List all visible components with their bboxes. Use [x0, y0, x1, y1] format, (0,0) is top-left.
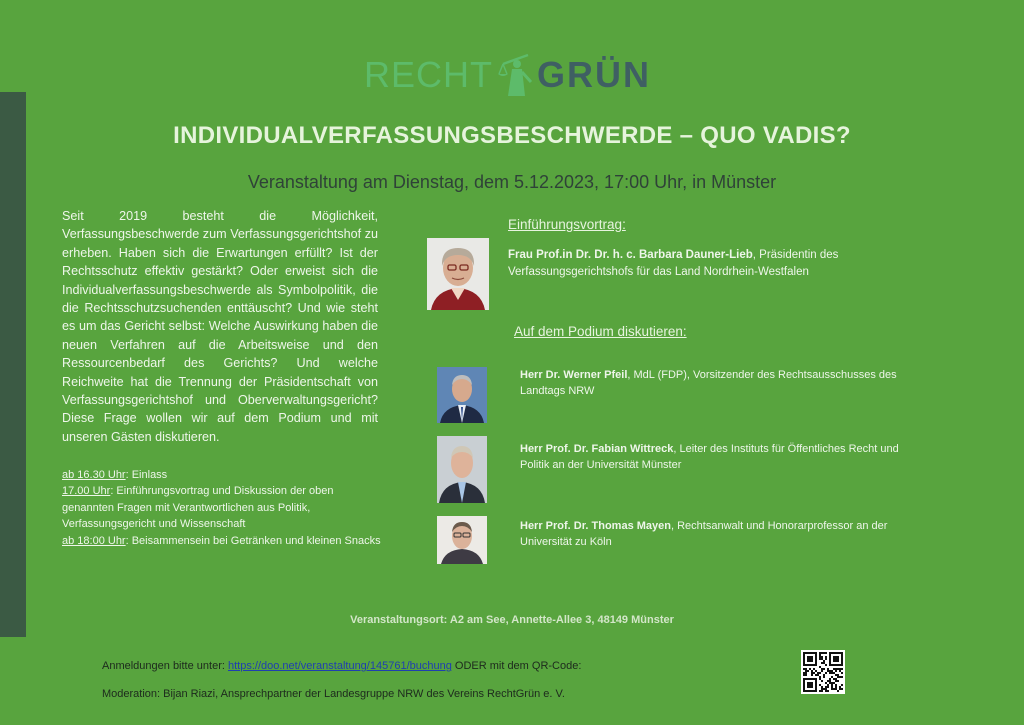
schedule-text: : Einführungsvortrag und Diskussion der oben genannten Fragen mit Verantwortlichen aus Politik, Verfassungsgericht und Wissenschaft	[62, 485, 334, 531]
registration-prefix: Anmeldungen bitte unter:	[102, 660, 228, 672]
schedule-time: ab 18:00 Uhr	[62, 534, 126, 547]
intro-talk-heading: Einführungsvortrag:	[508, 217, 626, 232]
intro-speaker	[508, 247, 918, 281]
speaker-name: Frau Prof.in Dr. Dr. h. c. Barbara Dauner-Lieb	[508, 249, 753, 261]
podium-speaker-mayen	[520, 519, 920, 550]
speaker-role: , Rechtsanwalt und Honorarprofessor an der Universität zu Köln	[520, 520, 888, 548]
speaker-role: , Leiter des Instituts für Öffentliches Recht und Politik an der Universität Münster	[520, 443, 899, 471]
portrait-dauner-lieb	[427, 238, 489, 310]
schedule-time: 17.00 Uhr	[62, 485, 111, 498]
venue-line: Veranstaltungsort: A2 am See, Annette-Allee 3, 48149 Münster	[350, 614, 674, 626]
event-title: INDIVIDUALVERFASSUNGSBESCHWERDE – QUO VADIS?	[173, 122, 851, 149]
podium-speaker-wittreck	[520, 442, 925, 473]
logo-word-recht: RECHT	[364, 54, 493, 95]
schedule-item-admission	[62, 467, 382, 483]
portrait-mayen	[437, 516, 487, 564]
speaker-role: , Präsidentin des Verfassungsgerichtshofs für das Land Nordrhein-Westfalen	[508, 249, 839, 278]
portrait-pfeil	[437, 367, 487, 423]
schedule-item-talk	[62, 483, 382, 532]
speaker-role: , MdL (FDP), Vorsitzender des Rechtsausschusses des Landtags NRW	[520, 369, 897, 397]
speaker-name: Herr Prof. Dr. Fabian Wittreck	[520, 443, 674, 455]
podium-speaker-pfeil	[520, 368, 930, 399]
speaker-name: Herr Prof. Dr. Thomas Mayen	[520, 520, 671, 532]
schedule-text: : Beisammensein bei Getränken und kleinen Snacks	[125, 534, 381, 547]
schedule-text: : Einlass	[125, 469, 168, 481]
event-subtitle: Veranstaltung am Dienstag, dem 5.12.2023, 17:00 Uhr, in Münster	[247, 172, 777, 192]
rechtgruen-logo	[364, 52, 651, 98]
registration-line	[102, 660, 581, 672]
qr-code-icon[interactable]	[801, 650, 845, 694]
registration-link[interactable]: https://doo.net/veranstaltung/145761/buchung	[227, 660, 452, 672]
podium-heading: Auf dem Podium diskutieren:	[514, 324, 687, 339]
logo-word-gruen: GRÜN	[537, 54, 651, 95]
registration-suffix: ODER mit dem QR-Code:	[451, 660, 582, 672]
moderation-line: Moderation: Bijan Riazi, Ansprechpartner der Landesgruppe NRW des Vereins RechtGrün e. V.	[102, 688, 565, 700]
schedule-time: ab 16.30 Uhr	[62, 469, 126, 481]
schedule	[62, 467, 382, 549]
schedule-item-reception	[62, 533, 382, 549]
speaker-name: Herr Dr. Werner Pfeil	[520, 369, 628, 381]
justitia-figure-icon	[495, 52, 535, 98]
intro-paragraph: Seit 2019 besteht die Möglichkeit, Verfassungsbeschwerde zum Verfassungsgerichtshof zu erheben. Haben sich die Erwartungen erfüllt? Ist der Rechtsschutz effektiv gestärkt? Oder erweist sich die Individualverfassungsbeschwerde als Symbolpolitik, die die Rechtsschutzsuchenden enttäuscht? Und wie steht es um das Gericht selbst: Welche Auswirkung haben die neuen Verfahren auf die Arbeitsweise und den Ressourcenbedarf des Gerichts? Und welche Reichweite hat die Trennung der Präsidentschaft von Verfassungsgerichtshof und Oberverwaltungsgericht? Diese Frage wollen wir auf dem Podium und mit unseren Gästen diskutieren.	[62, 209, 378, 444]
portrait-wittreck	[437, 436, 487, 503]
